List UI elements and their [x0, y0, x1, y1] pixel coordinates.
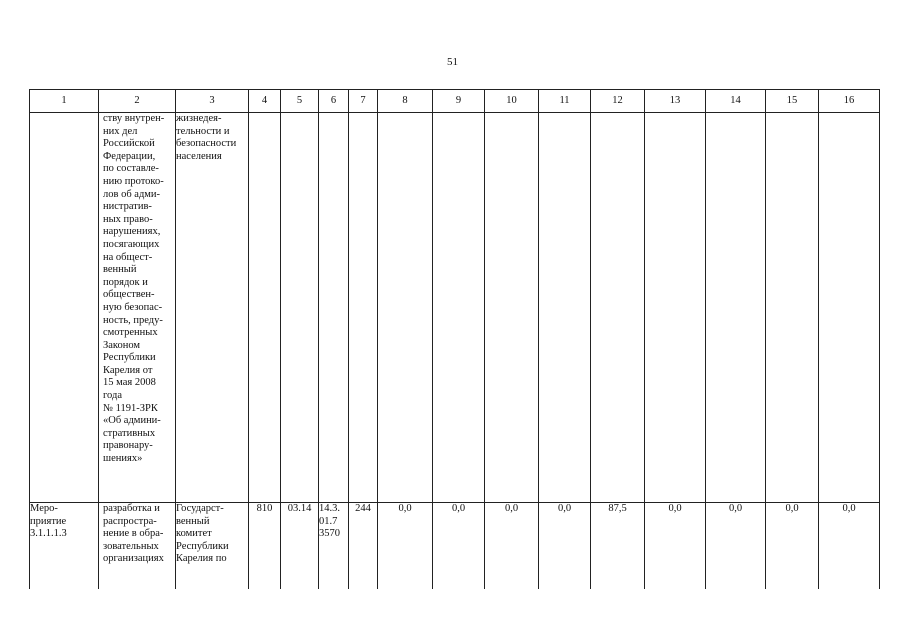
table-cell: жизнедея- тельности и безопасности населения [176, 113, 249, 503]
column-header: 6 [319, 90, 349, 113]
table-row [30, 113, 880, 503]
table-cell: 244 [349, 503, 378, 590]
column-header: 8 [378, 90, 433, 113]
table-cell: 0,0 [819, 503, 880, 590]
table-row [30, 503, 880, 590]
table-cell: Государст- венный комитет Республики Карелия по [176, 503, 249, 590]
table-cell: 0,0 [433, 503, 485, 590]
table-cell: 0,0 [706, 503, 766, 590]
table-cell: 87,5 [591, 503, 645, 590]
table-cell: 0,0 [645, 503, 706, 590]
column-header: 9 [433, 90, 485, 113]
column-header: 12 [591, 90, 645, 113]
table-cell [591, 113, 645, 503]
table-cell [766, 113, 819, 503]
table-cell: 810 [249, 503, 281, 590]
table-cell: 0,0 [539, 503, 591, 590]
table-cell [485, 113, 539, 503]
column-header: 10 [485, 90, 539, 113]
table-cell [433, 113, 485, 503]
budget-table [29, 89, 880, 589]
table-cell [319, 113, 349, 503]
table-cell [819, 113, 880, 503]
table-cell: разработка и распростра- нение в обра- зовательных организациях [99, 503, 176, 590]
table-cell [645, 113, 706, 503]
column-header: 11 [539, 90, 591, 113]
column-header: 14 [706, 90, 766, 113]
column-header: 7 [349, 90, 378, 113]
table-cell: 0,0 [378, 503, 433, 590]
column-header: 2 [99, 90, 176, 113]
column-header: 13 [645, 90, 706, 113]
table-cell [30, 113, 99, 503]
table-cell: ству внутрен- них дел Российской Федерации, по составле- нию протоко- лов об адми- нистратив- ных право- нарушениях, посягающих на общест- венный порядок и обществен- ную безопас- ность, преду- смотренных Законом Республики Карелия от 15 мая 2008 года № 1191-ЗРК «Об админи- стративных правонару- шениях» [99, 113, 176, 503]
column-header: 5 [281, 90, 319, 113]
table-cell [249, 113, 281, 503]
column-header: 4 [249, 90, 281, 113]
table-cell: 03.14 [281, 503, 319, 590]
table-cell [281, 113, 319, 503]
table-header-row [30, 90, 880, 113]
table-cell [349, 113, 378, 503]
table-cell [706, 113, 766, 503]
table-cell: 0,0 [485, 503, 539, 590]
page-number: 51 [447, 56, 458, 68]
table-cell: 0,0 [766, 503, 819, 590]
column-header: 3 [176, 90, 249, 113]
column-header: 15 [766, 90, 819, 113]
table-cell: 14.3. 01.7 3570 [319, 503, 349, 590]
table-cell [378, 113, 433, 503]
table-cell: Меро- приятие 3.1.1.1.3 [30, 503, 99, 590]
table-cell [539, 113, 591, 503]
column-header: 16 [819, 90, 880, 113]
column-header: 1 [30, 90, 99, 113]
